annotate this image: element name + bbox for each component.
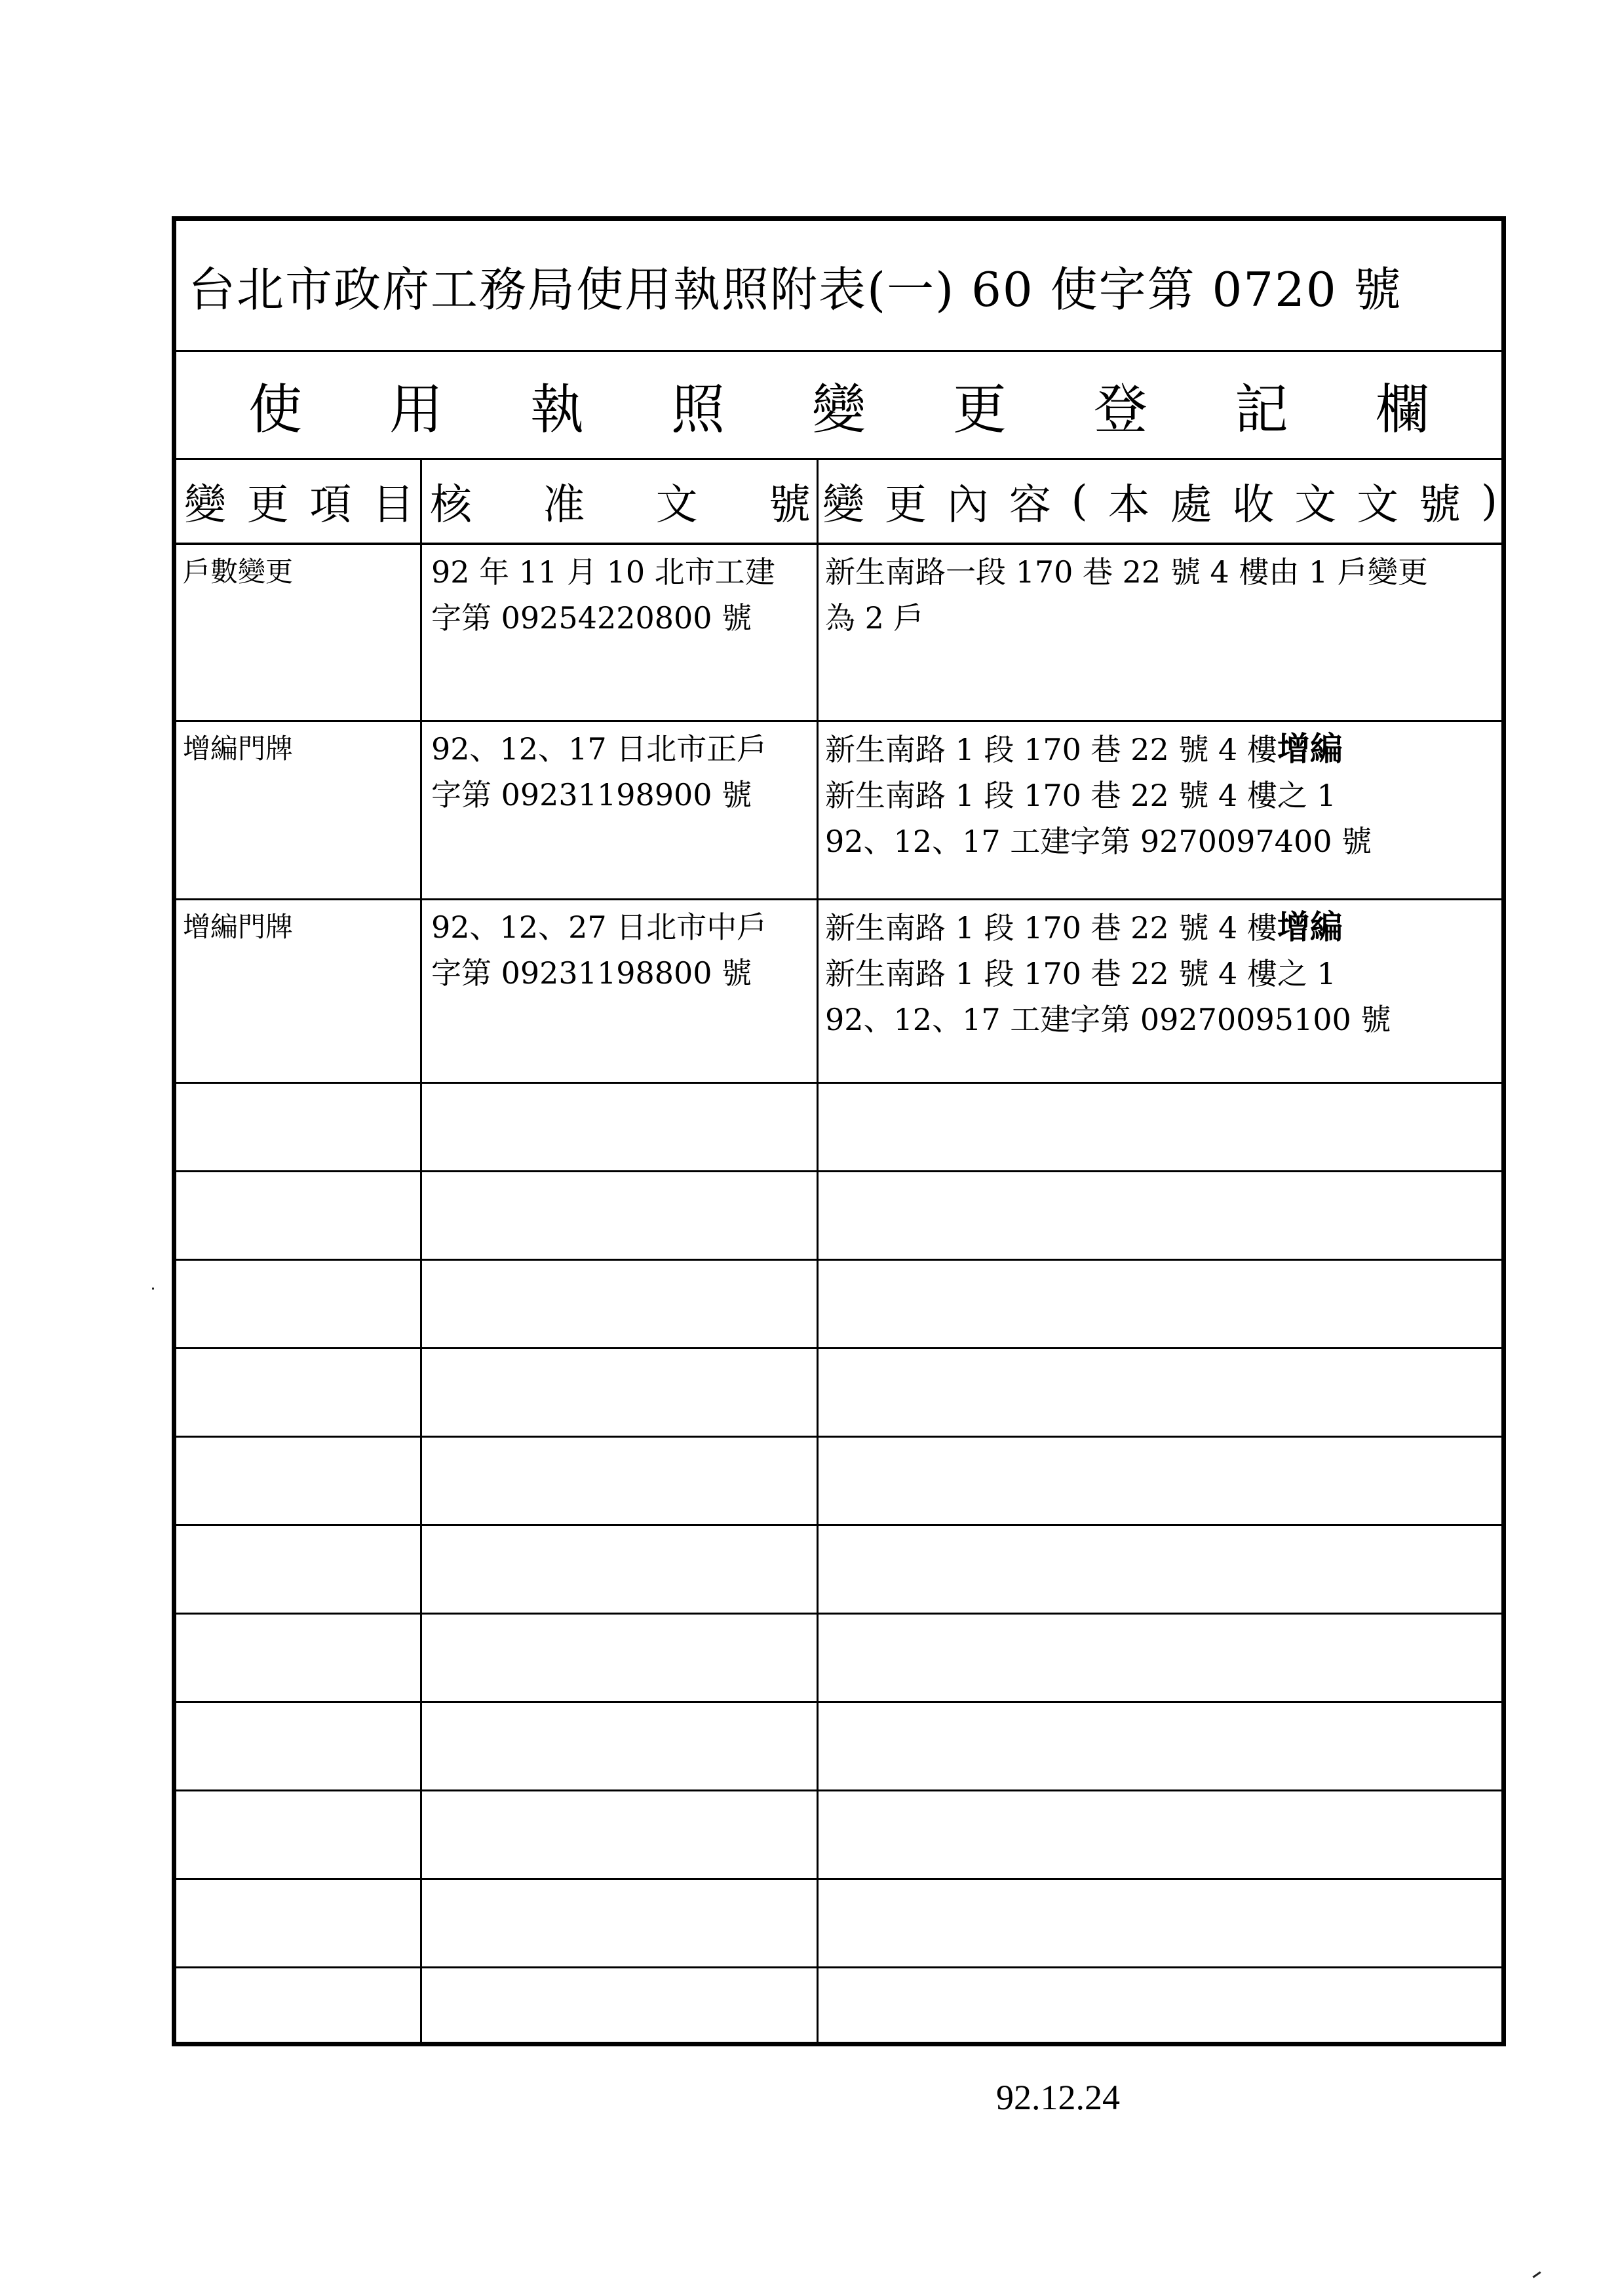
content-cell xyxy=(819,900,1501,1082)
content-line xyxy=(825,904,1496,951)
change-item-cell xyxy=(176,900,422,1082)
change-item-text: 增編門牌 xyxy=(183,911,294,943)
content-line: 為 2 戶 xyxy=(825,600,924,636)
form-table xyxy=(172,216,1506,2046)
empty-table-row xyxy=(176,1261,1501,1349)
change-item-cell xyxy=(176,545,422,720)
header-char: 變 xyxy=(184,481,226,529)
header-change-content xyxy=(819,460,1501,543)
approval-line: 字第 09231198800 號 xyxy=(431,955,752,991)
header-char: 目 xyxy=(372,481,414,529)
empty-table-row xyxy=(176,1172,1501,1261)
subtitle-char: 使 xyxy=(248,378,303,441)
table-row xyxy=(176,545,1501,722)
content-line: 新生南路 1 段 170 巷 22 號 4 樓之 1 xyxy=(825,778,1336,813)
change-item-text: 增編門牌 xyxy=(183,733,294,765)
header-char: 處 xyxy=(1170,481,1212,529)
content-text: 新生南路 1 段 170 巷 22 號 4 樓 xyxy=(825,910,1277,946)
header-char: 收 xyxy=(1232,481,1275,529)
scan-speck xyxy=(1532,2271,1541,2278)
empty-table-row xyxy=(176,1791,1501,1880)
content-line: 新生南路一段 170 巷 22 號 4 樓由 1 戶變更 xyxy=(825,554,1428,590)
empty-table-row xyxy=(176,1349,1501,1438)
content-text: 新生南路 1 段 170 巷 22 號 4 樓 xyxy=(825,732,1277,767)
subtitle-char: 登 xyxy=(1093,378,1148,441)
table-row xyxy=(176,722,1501,900)
header-char: 容 xyxy=(1009,481,1051,529)
header-char: 號 xyxy=(1419,481,1461,529)
header-char: 號 xyxy=(768,481,811,529)
subtitle-row xyxy=(176,352,1501,460)
content-stamp-text: 增編 xyxy=(1277,730,1343,768)
header-char: 核 xyxy=(430,481,472,529)
header-char: 文 xyxy=(655,481,698,529)
subtitle-char: 變 xyxy=(811,378,866,441)
empty-table-row xyxy=(176,1526,1501,1615)
column-divider xyxy=(817,460,819,2042)
header-char: ( xyxy=(1071,477,1088,526)
header-char: 項 xyxy=(309,481,352,529)
subtitle-char: 執 xyxy=(530,378,584,441)
content-stamp-text: 增編 xyxy=(1277,908,1343,946)
subtitle-char: 更 xyxy=(952,378,1007,441)
table-row xyxy=(176,900,1501,1084)
content-cell xyxy=(819,722,1501,898)
header-char: 更 xyxy=(246,481,289,529)
approval-cell xyxy=(422,545,819,720)
subtitle-char: 記 xyxy=(1234,378,1288,441)
header-char: 本 xyxy=(1108,481,1150,529)
content-line xyxy=(825,726,1496,773)
change-item-cell xyxy=(176,722,422,898)
approval-cell xyxy=(422,900,819,1082)
column-header-row xyxy=(176,460,1501,545)
change-item-text: 戶數變更 xyxy=(183,556,294,588)
header-char: 准 xyxy=(543,481,585,529)
subtitle-char: 照 xyxy=(670,378,725,441)
empty-table-row xyxy=(176,1438,1501,1526)
header-char: 文 xyxy=(1294,481,1337,529)
empty-table-row xyxy=(176,1703,1501,1791)
content-line: 新生南路 1 段 170 巷 22 號 4 樓之 1 xyxy=(825,956,1336,991)
content-line: 92、12、17 工建字第 9270097400 號 xyxy=(825,824,1372,859)
header-char: 文 xyxy=(1357,481,1399,529)
content-line: 92、12、17 工建字第 09270095100 號 xyxy=(825,1002,1391,1037)
header-char: 變 xyxy=(822,481,864,529)
header-change-item xyxy=(176,460,422,543)
approval-line: 92、12、27 日北市中戶 xyxy=(431,909,767,945)
header-char: ) xyxy=(1480,477,1497,526)
empty-table-row xyxy=(176,1880,1501,1968)
empty-table-row xyxy=(176,1084,1501,1172)
subtitle-char: 用 xyxy=(389,378,443,441)
empty-table-row xyxy=(176,1615,1501,1703)
approval-line: 92、12、17 日北市正戶 xyxy=(431,731,767,767)
approval-line: 字第 09231198900 號 xyxy=(431,777,752,813)
approval-line: 92 年 11 月 10 北市工建 xyxy=(431,554,775,590)
title-row xyxy=(176,221,1501,352)
content-cell xyxy=(819,545,1501,720)
header-char: 更 xyxy=(884,481,927,529)
header-approval-number xyxy=(422,460,819,543)
document-title: 台北市政府工務局使用執照附表(一) 60 使字第 0720 號 xyxy=(188,261,1402,317)
footer-date: 92.12.24 xyxy=(996,2078,1120,2117)
approval-cell xyxy=(422,722,819,898)
subtitle-char: 欄 xyxy=(1375,378,1429,441)
header-char: 內 xyxy=(946,481,989,529)
approval-line: 字第 09254220800 號 xyxy=(431,600,752,636)
scan-speck xyxy=(152,1288,154,1290)
column-divider xyxy=(420,460,422,2042)
